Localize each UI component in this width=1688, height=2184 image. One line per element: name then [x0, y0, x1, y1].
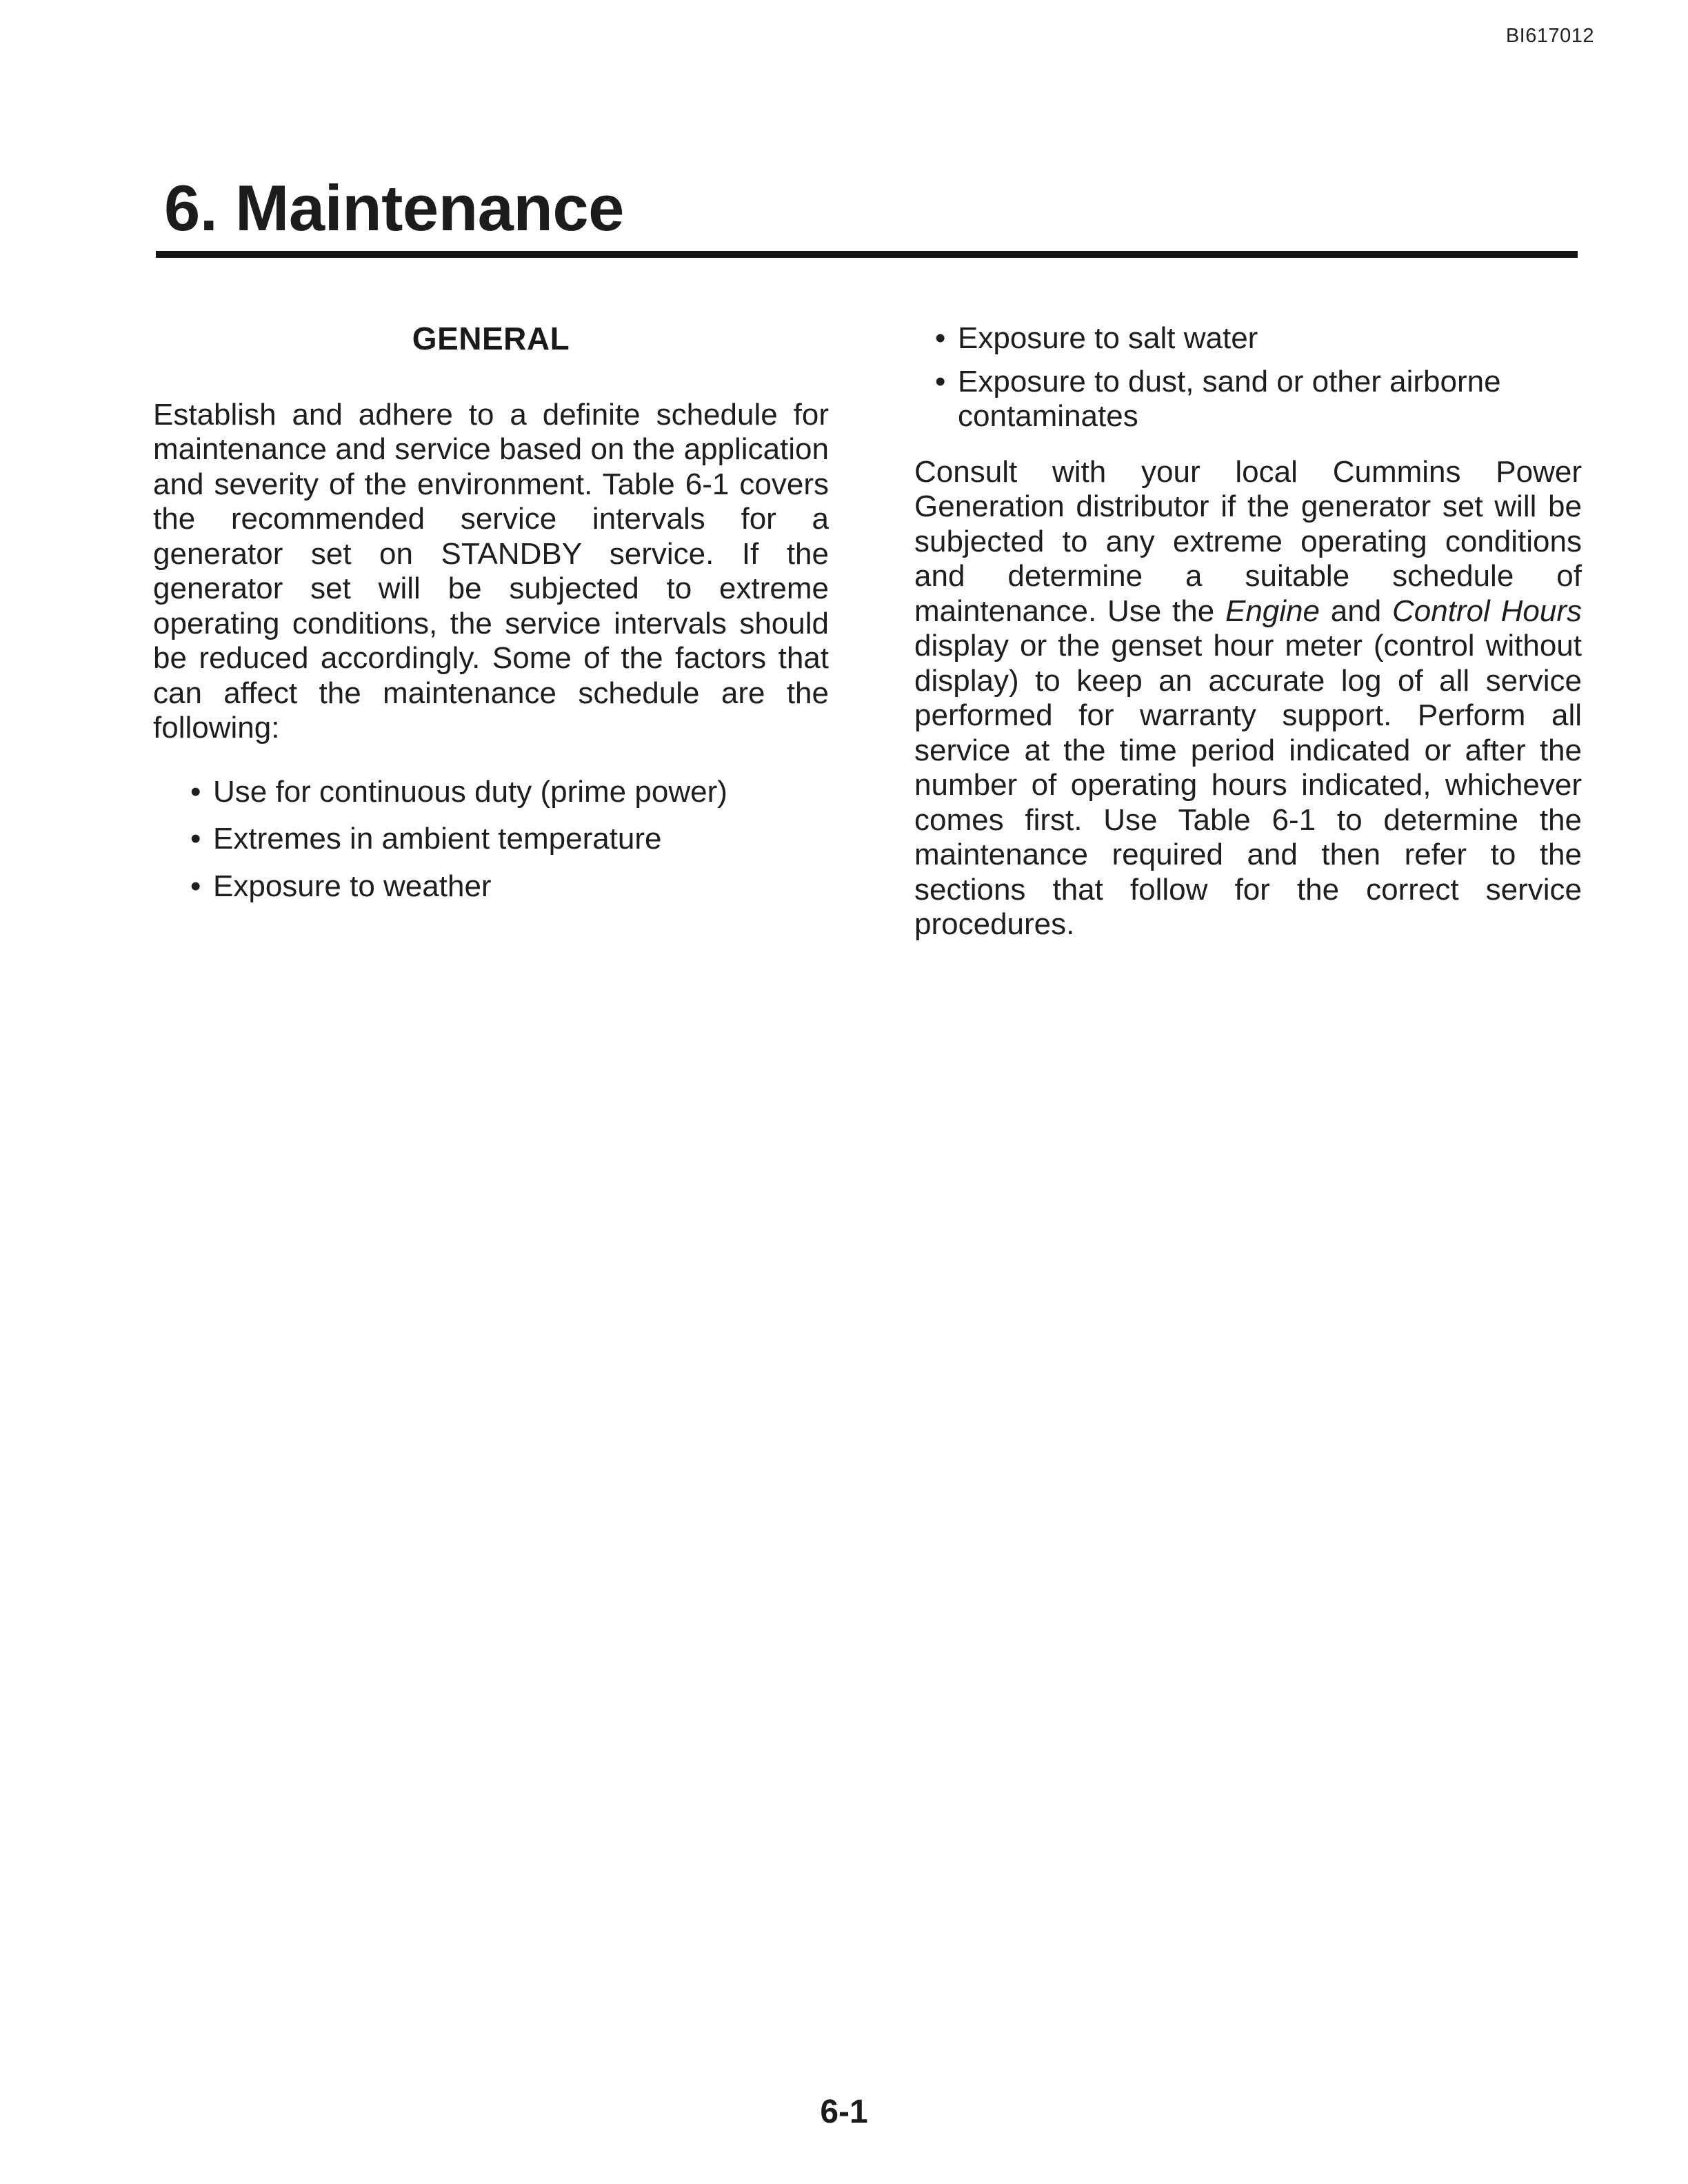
factors-list-continued — [927, 321, 1582, 434]
bullet-icon: • — [190, 822, 201, 856]
list-item — [927, 365, 1582, 434]
bullet-icon: • — [935, 364, 946, 398]
list-item-text: Exposure to salt water — [958, 321, 1258, 355]
page-number: 6-1 — [820, 2094, 868, 2130]
left-column — [153, 321, 829, 916]
title-divider — [156, 251, 1578, 258]
consult-text-1: Consult with your local Cummins Power Generation distributor if the generator set will be subjected to any extreme operating conditions and determine a suitable schedule of maintenance. Use the — [914, 454, 1582, 628]
list-item-text: Extremes in ambient temperature — [213, 822, 662, 856]
document-id: BI617012 — [1505, 25, 1594, 47]
factors-list — [182, 775, 829, 904]
list-item-text: Exposure to weather — [213, 869, 492, 903]
section-heading: GENERAL — [412, 321, 570, 356]
list-item-text: Exposure to dust, sand or other airborne contaminates — [958, 364, 1501, 433]
list-item — [182, 822, 829, 857]
engine-term: Engine — [1225, 594, 1320, 628]
intro-paragraph: Establish and adhere to a definite schedule for maintenance and service based on the application and severity of the environment. Table 6-1 covers the recommended service intervals for a generator set on STANDBY service. If the generator set will be subjected to extreme operating conditions, the service intervals should be reduced accordingly. Some of the factors that can affect the maintenance schedule are the following: — [153, 397, 829, 745]
list-item — [927, 321, 1582, 356]
bullet-icon: • — [935, 321, 946, 355]
bullet-icon: • — [190, 774, 201, 809]
list-item — [182, 869, 829, 904]
consult-text-2: and — [1319, 594, 1392, 628]
consult-text-3: display or the genset hour meter (control without display) to keep an accurate log of all service performed for warranty support. Perform all service at the time period indicated or after the number of operating hours indicated, whichever comes first. Use Table 6-1 to determine the maintenance required and then refer to the sections that follow for the correct service procedures. — [914, 629, 1582, 941]
control-hours-term: Control Hours — [1391, 594, 1582, 628]
bullet-icon: • — [190, 869, 201, 903]
right-column — [914, 321, 1582, 942]
list-item — [182, 775, 829, 810]
chapter-title: 6. Maintenance — [164, 172, 624, 244]
list-item-text: Use for continuous duty (prime power) — [213, 774, 727, 809]
consult-paragraph — [914, 455, 1582, 942]
